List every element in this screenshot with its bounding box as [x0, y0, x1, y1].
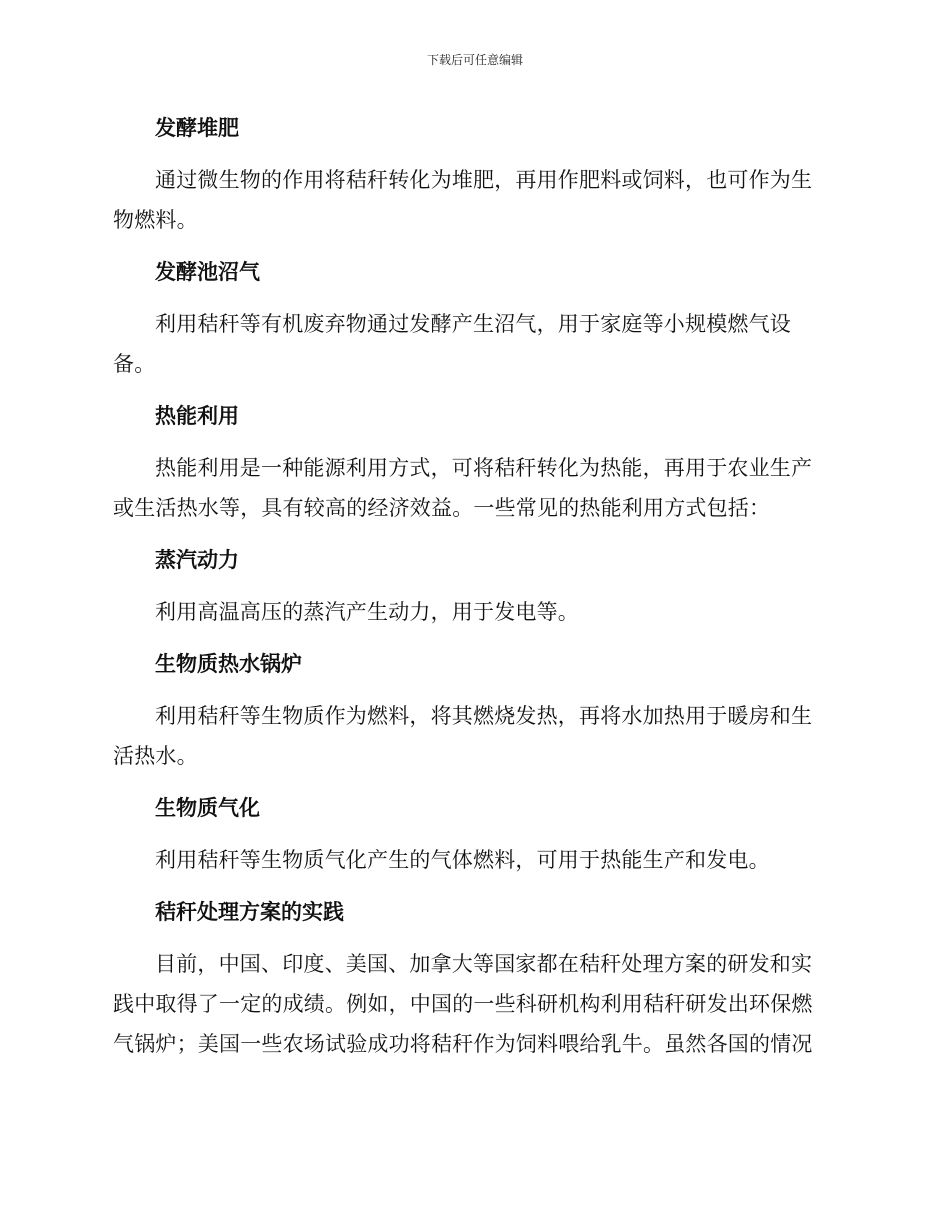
paragraph-composting: 通过微生物的作用将秸秆转化为堆肥，再用作肥料或饲料，也可作为生物燃料。 [113, 168, 813, 232]
section-heading-biogas: 发酵池沼气 [155, 260, 260, 284]
section-heading-thermal-energy: 热能利用 [155, 404, 239, 428]
document-body [113, 108, 833, 1076]
section-heading-practice: 秸秆处理方案的实践 [155, 900, 344, 924]
paragraph-biomass-gasification: 利用秸秆等生物质气化产生的气体燃料，可用于热能生产和发电。 [155, 848, 770, 872]
paragraph-biogas: 利用秸秆等有机废弃物通过发酵产生沼气，用于家庭等小规模燃气设备。 [113, 312, 791, 376]
paragraph-thermal-energy: 热能利用是一种能源利用方式，可将秸秆转化为热能，再用于农业生产或生活热水等，具有较高的经济效益。一些常见的热能利用方式包括： [113, 456, 813, 520]
paragraph-biomass-boiler: 利用秸秆等生物质作为燃料，将其燃烧发热，再将水加热用于暖房和生活热水。 [113, 704, 813, 768]
section-heading-steam-power: 蒸汽动力 [155, 548, 239, 572]
paragraph-steam-power: 利用高温高压的蒸汽产生动力，用于发电等。 [155, 600, 579, 624]
paragraph-practice: 目前，中国、印度、美国、加拿大等国家都在秸秆处理方案的研发和实践中取得了一定的成绩。例如，中国的一些科研机构利用秸秆研发出环保燃气锅炉；美国一些农场试验成功将秸秆作为饲料喂给乳牛。虽然各国的情况 [113, 952, 813, 1056]
section-heading-biomass-gasification: 生物质气化 [155, 796, 260, 820]
page-header: 下载后可任意编辑 [426, 53, 523, 67]
section-heading-composting: 发酵堆肥 [155, 116, 239, 140]
section-heading-biomass-boiler: 生物质热水锅炉 [155, 652, 302, 676]
